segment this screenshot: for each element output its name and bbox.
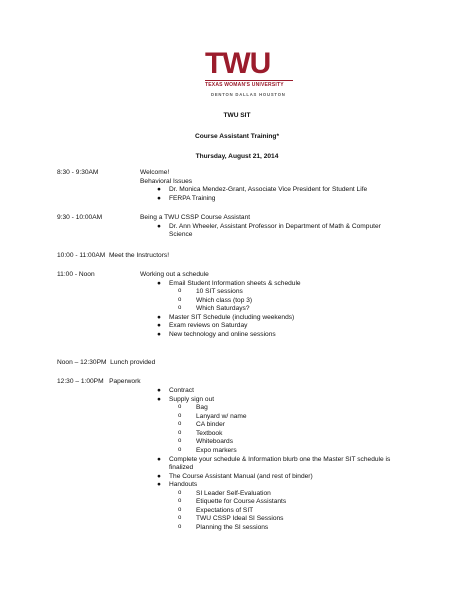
list-item: ● New technology and online sessions [157, 330, 276, 338]
bullet-icon: ● [157, 395, 161, 403]
bullet-icon: ● [157, 313, 161, 321]
doc-date: Thursday, August 21, 2014 [195, 153, 279, 160]
list-item: o Lanyard w/ name [178, 412, 247, 420]
schedule-time: 8:30 - 9:30AM [57, 169, 99, 176]
list-item: ● Supply sign out [157, 395, 215, 403]
list-item: Being a TWU CSSP Course Assistant [140, 214, 251, 221]
bullet-icon: ● [157, 186, 161, 194]
list-item: Science [169, 231, 193, 239]
schedule-time: 11:00 - Noon [57, 271, 95, 278]
list-item: ● Handouts [157, 481, 198, 489]
circle-bullet-icon: o [178, 429, 182, 436]
schedule-items [140, 169, 367, 203]
bullet-icon: ● [157, 472, 161, 480]
bullet-icon: ● [157, 222, 161, 230]
schedule-block [57, 252, 169, 261]
list-item: o Etiquette for Course Assistants [178, 498, 287, 506]
schedule-items [140, 271, 301, 340]
circle-bullet-icon: o [178, 421, 182, 428]
doc-subtitle: Course Assistant Training* [194, 133, 280, 140]
circle-bullet-icon: o [178, 498, 182, 505]
schedule-items [140, 214, 381, 240]
list-item: ● Complete your schedule & Information blurb one the Master SIT schedule is [157, 455, 391, 463]
circle-bullet-icon: o [178, 296, 182, 303]
circle-bullet-icon: o [178, 524, 182, 530]
twu-logo [205, 49, 293, 95]
list-item: finalized [169, 464, 194, 472]
circle-bullet-icon: o [178, 489, 182, 496]
list-item: ● Dr. Ann Wheeler, Assistant Professor in Department of Math & Computer [157, 222, 381, 230]
list-item: o Expo markers [178, 446, 237, 454]
schedule-block [57, 359, 155, 368]
list-item: o Bag [178, 404, 208, 412]
bullet-icon: ● [157, 330, 161, 338]
list-item: ● The Course Assistant Manual (and rest of binder) [157, 472, 313, 480]
list-item: Working out a schedule [140, 271, 209, 278]
list-item: o Planning the SI sessions [178, 524, 269, 531]
bullet-icon: ● [157, 194, 161, 202]
list-item: o Which class (top 3) [178, 296, 253, 304]
schedule-inline-desc: Paperwork [109, 378, 141, 385]
list-item: o Textbook [178, 429, 223, 437]
circle-bullet-icon: o [178, 506, 182, 513]
logo-mark: TWU [205, 47, 271, 80]
schedule-inline-desc: Meet the Instructors! [108, 252, 170, 259]
list-item: ● Email Student Information sheets & schedule [157, 279, 301, 287]
bullet-icon: ● [157, 481, 161, 489]
bullet-icon: ● [157, 455, 161, 463]
schedule-time: 9:30 - 10:00AM [57, 214, 103, 221]
list-item: o 10 SIT sessions [178, 288, 243, 296]
logo-subtitle: TEXAS WOMAN'S UNIVERSITY [205, 80, 293, 89]
list-item: ● Exam reviews on Saturday [157, 322, 248, 330]
doc-title: TWU SIT [223, 112, 251, 119]
circle-bullet-icon: o [178, 288, 182, 295]
schedule-time: 10:00 - 11:00AM [57, 252, 106, 259]
schedule-inline-desc: Lunch provided [110, 359, 156, 366]
circle-bullet-icon: o [178, 515, 182, 522]
circle-bullet-icon: o [178, 305, 182, 312]
circle-bullet-icon: o [178, 438, 182, 445]
list-item: Welcome! [140, 169, 170, 176]
list-item: o CA binder [178, 421, 225, 429]
list-item: Behavioral Issues [140, 177, 193, 185]
list-item: ● FERPA Training [157, 194, 216, 202]
list-item: o Expectations of SIT [178, 506, 254, 514]
schedule-time: Noon – 12:30PM [57, 359, 107, 366]
schedule-block [57, 378, 141, 387]
list-item: ● Master SIT Schedule (including weekends) [157, 313, 295, 321]
schedule-time: 12:30 – 1:00PM [57, 378, 104, 385]
list-item: o TWU CSSP Ideal SI Sessions [178, 515, 284, 523]
circle-bullet-icon: o [178, 412, 182, 419]
circle-bullet-icon: o [178, 404, 182, 411]
list-item: o Which Saturdays? [178, 305, 250, 313]
list-item: o Whiteboards [178, 438, 234, 446]
logo-cities: DENTON DALLAS HOUSTON [211, 91, 286, 97]
circle-bullet-icon: o [178, 446, 182, 453]
list-item: ● Contract [157, 387, 194, 394]
list-item: ● Dr. Monica Mendez-Grant, Associate Vice President for Student Life [157, 186, 368, 194]
list-item: o SI Leader Self-Evaluation [178, 489, 271, 497]
bullet-icon: ● [157, 387, 161, 394]
bullet-icon: ● [157, 279, 161, 287]
bullet-icon: ● [157, 322, 161, 330]
